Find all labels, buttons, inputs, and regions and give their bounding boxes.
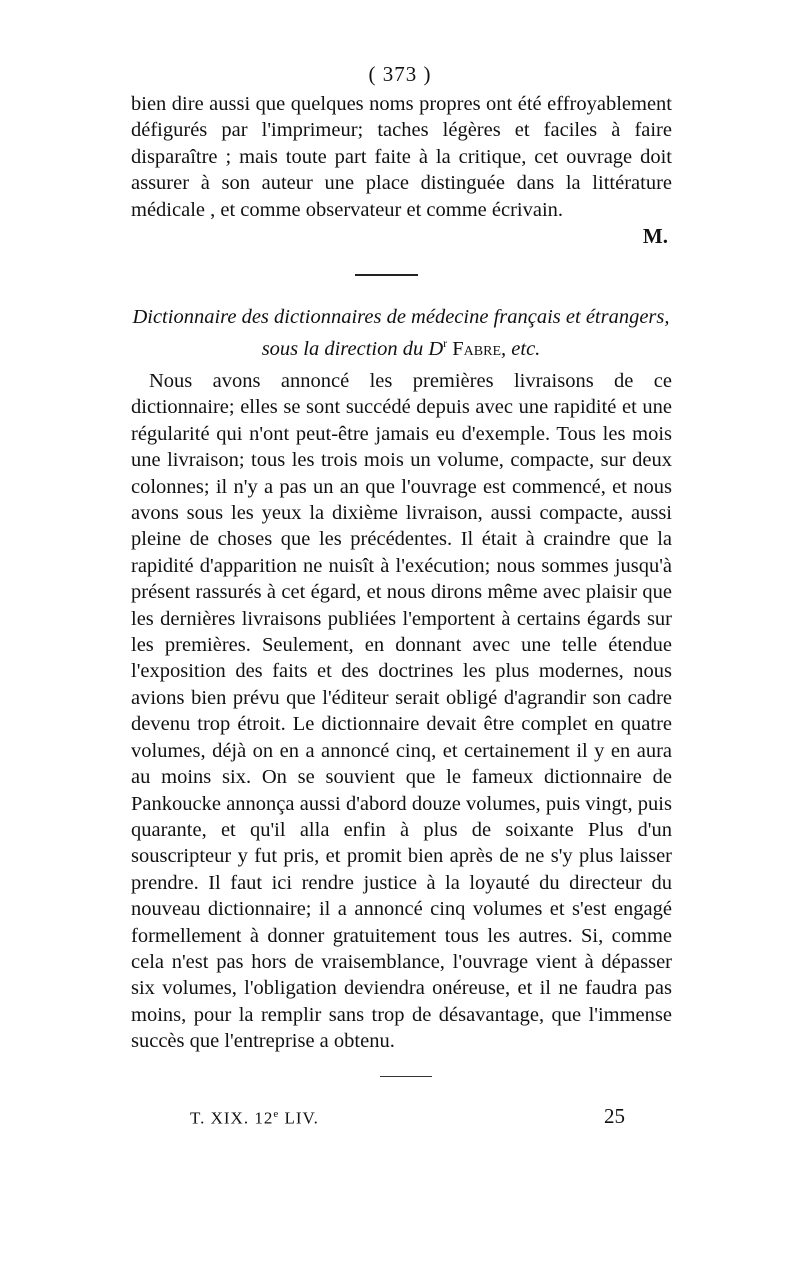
printer-signature-suffix: LIV. xyxy=(279,1108,319,1128)
article-title-sup: r xyxy=(443,336,448,350)
footer-divider xyxy=(380,1076,432,1077)
article-body-paragraph: Nous avons annoncé les premières livraisons de ce dictionnaire; elles se sont succédé depuis avec une rapidité et une régularité qui n'ont peut-être jamais eu d'exemple. Tous les mois une livraison; tous les trois mois un volume, compacte, sur deux colonnes; il n'y a pas un an que l'ouvrage est commencé, et nous avons sous les yeux la dixième livraison, aussi compacte, aussi pleine de choses que les précédentes. Il était à craindre que la rapidité d'apparition ne nuisît à l'exécution; nous sommes jusqu'à présent rassurés à cet égard, et nous dirons même avec plaisir que les dernières livraisons publiées l'emportent à certains égards sur les premières. Seulement, en donnant avec une telle étendue l'exposition des faits et des doctrines les plus modernes, nous avions bien prévu que l'éditeur serait obligé d'agrandir son cadre devenu trop étroit. Le dictionnaire devait être complet en quatre volumes, déjà on en a annoncé cinq, et certainement il y en aura au moins six. On se souvient que le fameux dictionnaire de Pankoucke annonça aussi d'abord douze volumes, puis vingt, puis quarante, et qu'il alla enfin à plus de soixante Plus d'un souscripteur y fut pris, et promit bien après de ne s'y plus laisser prendre. Il faut ici rendre justice à la loyauté du directeur du nouveau dictionnaire; il a annoncé cinq volumes et s'est engagé formellement à donner gratuitement tous les autres. Si, comme cela n'est pas hors de vraisemblance, l'ouvrage vient à dépasser six volumes, l'obligation deviendra onéreuse, et il ne faudra pas moins, pour la remplir sans trop de désavantage, que l'immense succès que l'entreprise a obtenu. xyxy=(131,370,672,1053)
article-title-line2 xyxy=(128,330,674,362)
section-divider xyxy=(355,274,418,276)
article-title xyxy=(128,304,674,362)
printer-signature xyxy=(190,1108,319,1129)
printer-signature-sup: e xyxy=(273,1108,280,1120)
review-signature: M. xyxy=(642,224,668,248)
article-title-suffix: , etc. xyxy=(501,337,541,360)
page-number: ( 373 ) xyxy=(368,62,432,86)
article-title-line1: Dictionnaire des dictionnaires de médecine français et étrangers, xyxy=(132,306,670,328)
printer-signature-prefix: T. XIX. 12 xyxy=(190,1108,274,1128)
article-title-prefix: sous la direction du D xyxy=(261,337,444,360)
review-conclusion-paragraph: bien dire aussi que quelques noms propres ont été effroyablement défigurés par l'imprimeur; taches légères et faciles à faire disparaître ; mais toute part faite à la critique, cet ouvrage doit assurer à son auteur une place distinguée dans la littérature médicale , et comme observateur et comme écrivain. xyxy=(131,93,672,221)
article-title-name: Fabre xyxy=(452,337,502,360)
sheet-number: 25 xyxy=(604,1104,625,1128)
